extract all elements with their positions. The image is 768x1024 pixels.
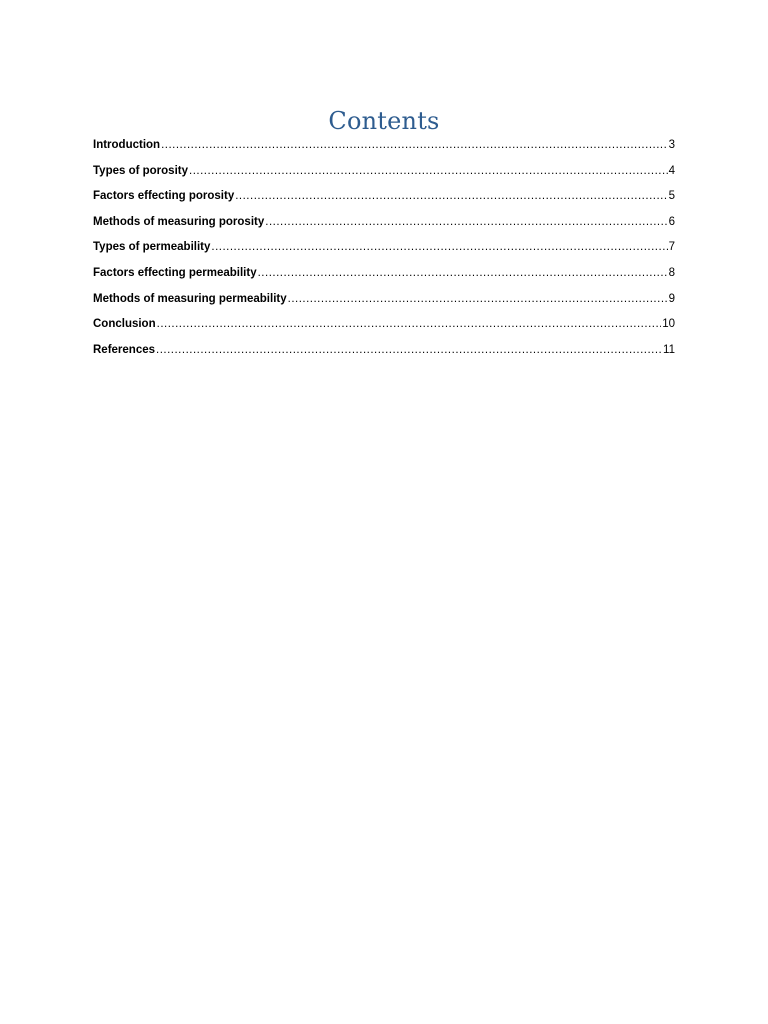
toc-dot-leader xyxy=(157,318,662,330)
toc-entry-label: Methods of measuring permeability xyxy=(93,292,287,305)
toc-dot-leader xyxy=(156,344,662,356)
toc-entry-label: Types of porosity xyxy=(93,164,188,177)
toc-dot-leader xyxy=(258,267,668,279)
toc-entry-label: References xyxy=(93,343,156,356)
toc-entry-label: Factors effecting permeability xyxy=(93,266,257,279)
toc-dot-leader xyxy=(265,216,667,228)
toc-entry-page: 9 xyxy=(668,292,675,305)
toc-entry-references[interactable] xyxy=(93,344,675,370)
toc-entry-label: Types of permeability xyxy=(93,241,211,254)
toc-entry-page: 5 xyxy=(668,190,675,203)
toc-entry-methods-of-measuring-porosity[interactable] xyxy=(93,216,675,242)
toc-entry-conclusion[interactable] xyxy=(93,318,675,344)
toc-entry-types-of-permeability[interactable] xyxy=(93,241,675,267)
toc-entry-page: 6 xyxy=(668,215,675,228)
toc-dot-leader xyxy=(235,190,667,202)
toc-title: Contents xyxy=(328,107,440,135)
toc-entry-label: Introduction xyxy=(93,139,161,151)
toc-entry-page: 7 xyxy=(668,241,675,254)
toc-entry-introduction[interactable] xyxy=(93,139,675,165)
toc-dot-leader xyxy=(211,241,667,253)
toc-entry-page: 4 xyxy=(668,164,675,177)
toc-dot-leader xyxy=(161,139,668,151)
toc-entry-page: 10 xyxy=(662,318,675,331)
toc-entry-types-of-porosity[interactable] xyxy=(93,165,675,191)
toc-dot-leader xyxy=(288,293,668,305)
toc-entry-methods-of-measuring-permeability[interactable] xyxy=(93,293,675,319)
toc-entry-factors-effecting-porosity[interactable] xyxy=(93,190,675,216)
toc-entry-label: Conclusion xyxy=(93,318,156,331)
toc-entry-page: 8 xyxy=(668,266,675,279)
toc-entry-page: 11 xyxy=(663,343,675,356)
toc-entry-page: 3 xyxy=(668,139,675,151)
toc-entry-label: Factors effecting porosity xyxy=(93,190,235,203)
toc-list xyxy=(93,139,675,369)
toc-entry-label: Methods of measuring porosity xyxy=(93,215,265,228)
toc-dot-leader xyxy=(189,165,668,177)
toc-entry-factors-effecting-permeability[interactable] xyxy=(93,267,675,293)
